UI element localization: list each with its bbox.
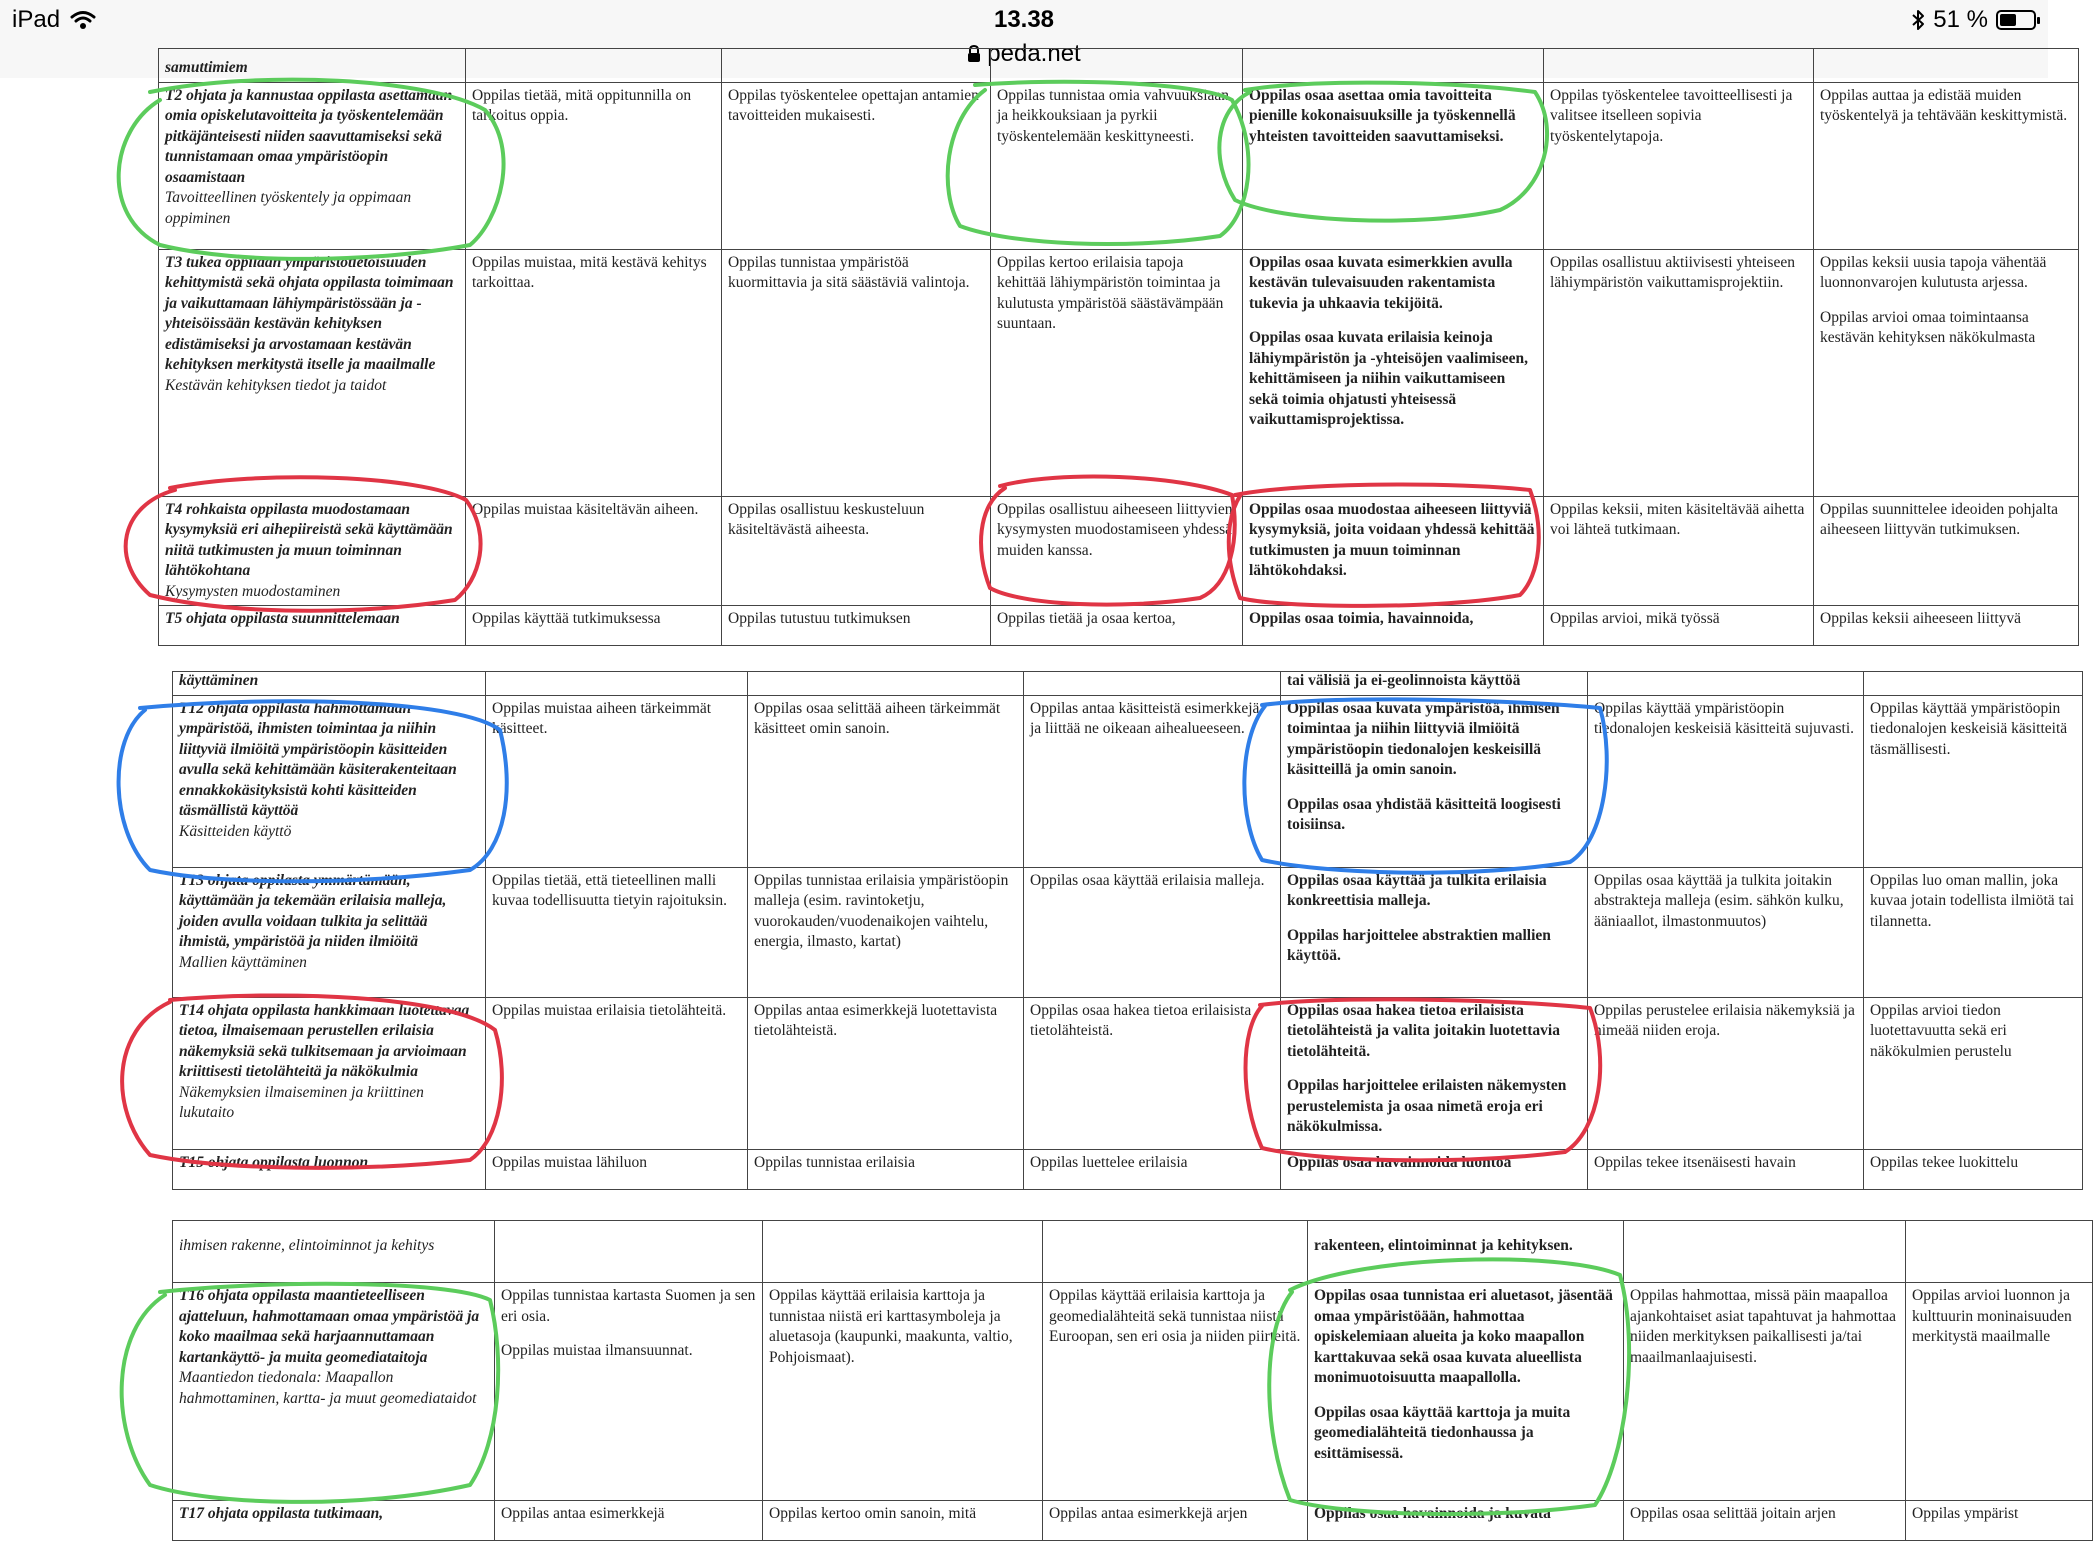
table-row <box>173 672 2083 696</box>
assessment-table-1 <box>158 48 2079 646</box>
status-right <box>1911 6 2036 34</box>
cell-text: Oppilas luettelee erilaisia <box>1030 1153 1188 1171</box>
cell-text: Oppilas käyttää ympäristöopin tiedonalojen keskeisiä käsitteitä täsmällisesti. <box>1870 699 2068 758</box>
cell-text: Oppilas muistaa ilmansuunnat. <box>501 1342 693 1359</box>
document-snippet-1 <box>0 59 2068 627</box>
goal-text: T14 ohjata oppilasta hankkimaan luotettavaa tietoa, ilmaisemaan perustellen erilaisia näkemyksiä sekä tulkitsemaan ja arvioimaan kriittisesti tietolähteitä ja näkökulmia <box>179 1001 470 1080</box>
cell-text: Oppilas muistaa aiheen tärkeimmät käsitteet. <box>492 699 712 737</box>
cell-text: Oppilas ympärist <box>1912 1505 2019 1522</box>
cell-text: Oppilas arvioi omaa toimintaansa kestävän kehityksen näkökulmasta <box>1820 308 2036 346</box>
cell-text: Oppilas keksii aiheeseen liittyvä <box>1820 610 2022 627</box>
cell-text: Oppilas käyttää erilaisia karttoja ja geomedialähteitä sekä tunnistaa niistä Euroopan, sen eri osia ja niiden piirteitä. <box>1049 1287 1301 1345</box>
cell-text: Oppilas tietää, että tieteellinen malli kuvaa todellisuutta tietyin rajoituksin. <box>492 871 728 909</box>
table-row <box>173 1149 2083 1189</box>
goal-text: T5 ohjata oppilasta suunnittelemaan <box>165 610 400 627</box>
table-row <box>159 606 2079 646</box>
cell-text: Oppilas muistaa käsiteltävän aiheen. <box>472 500 699 518</box>
cell-text: samuttimiem <box>165 59 248 76</box>
goal-cell <box>173 695 486 867</box>
cell-text: Oppilas tekee luokittelu <box>1870 1153 2019 1171</box>
battery-icon <box>1996 10 2036 30</box>
content-area: Mallien käyttäminen <box>179 953 307 971</box>
cell-text: Oppilas osaa käyttää ja tulkita erilaisia konkreettisia malleja. <box>1287 871 1547 909</box>
goal-cell <box>159 249 466 496</box>
table-row <box>173 695 2083 867</box>
cell-text: Oppilas harjoittelee erilaisten näkemysten perustelemista ja osaa nimetä eroja eri näkökulmissa. <box>1287 1077 1567 1135</box>
criteria-cell <box>466 82 722 249</box>
document-snippet-2 <box>0 672 2075 1171</box>
device-name: iPad <box>12 6 61 33</box>
cell-text: Oppilas osaa muodostaa aiheeseen liittyviä kysymyksiä, joita voidaan yhdessä kehittää tutkimusten ja muun toiminnan lähtökohdaksi. <box>1249 500 1535 579</box>
cell-text: Oppilas käyttää ympäristöopin tiedonalojen keskeisiä käsitteitä sujuvasti. <box>1594 699 1854 737</box>
assessment-table-2 <box>172 671 2083 1190</box>
table-row <box>159 82 2079 249</box>
battery-percent: 51 % <box>1933 6 1988 33</box>
cell-text: käyttäminen <box>179 672 259 689</box>
table-row <box>159 249 2079 496</box>
cell-text: Oppilas käyttää tutkimuksessa <box>472 610 661 627</box>
cell-text: Oppilas tutustuu tutkimuksen <box>728 610 911 627</box>
cell-text: Oppilas hahmottaa, missä päin maapalloa ajankohtaiset asiat tapahtuvat ja hahmottaa niiden merkityksen paikallisesti ja/tai maailmanlaajuisesti. <box>1630 1287 1896 1366</box>
table-row <box>159 49 2079 83</box>
cell-text: Oppilas auttaa ja edistää muiden työskentelyä ja tehtävään keskittymistä. <box>1820 86 2068 124</box>
cell-text: ihmisen rakenne, elintoiminnot ja kehitys <box>179 1237 435 1254</box>
cell-text: tai välisiä ja ei-geolinnoista käyttöä <box>1287 672 1521 689</box>
cell-text: Oppilas luo oman mallin, joka kuvaa jotain todellista ilmiötä tai tilannetta. <box>1870 871 2075 930</box>
goal-text: T17 ohjata oppilasta tutkimaan, <box>179 1505 384 1522</box>
content-area: Kysymysten muodostaminen <box>165 582 341 600</box>
cell-text: Oppilas keksii, miten käsiteltävää aihetta voi lähteä tutkimaan. <box>1550 500 1805 538</box>
cell-text: Oppilas tekee itsenäisesti havain <box>1594 1153 1796 1171</box>
goal-cell <box>159 82 466 249</box>
cell-text: Oppilas osallistuu aiheeseen liittyvien kysymysten muodostamiseen yhdessä muiden kanssa. <box>997 500 1233 559</box>
goal-text: T2 ohjata ja kannustaa oppilasta asettamaan omia opiskelutavoitteita ja työskentelemään pitkäjänteisesti niiden saavuttamiseksi sekä tunnistamaan omaa ympäristöopin osaamistaan <box>165 86 453 186</box>
cell-text: Oppilas osaa havainnoida luontoa <box>1287 1153 1512 1171</box>
cell-text: Oppilas osallistuu aktiivisesti yhteiseen lähiympäristön vaikuttamisprojektiin. <box>1550 253 1795 291</box>
table-row <box>173 997 2083 1149</box>
criteria-cell <box>1544 82 1814 249</box>
criteria-cell <box>1814 82 2079 249</box>
cell-text: Oppilas osallistuu keskusteluun käsiteltävästä aiheesta. <box>728 500 925 538</box>
cell-text: Oppilas osaa yhdistää käsitteitä loogisesti toisiinsa. <box>1287 795 1561 833</box>
goal-text: T12 ohjata oppilasta hahmottamaan ympäristöä, ihmisten toimintaa ja niihin liittyviä ilmiöitä ympäristöopin käsitteiden avulla sekä kehittämään käsiterakenteitaan ennakkokäsityksistä kohti käsitteiden täsmällistä käyttöä <box>179 699 457 819</box>
cell-text: Oppilas kertoo erilaisia tapoja kehittää lähiympäristön toimintaa ja kulutusta ympäristöä säästävämpään suuntaan. <box>997 253 1224 332</box>
cell-text: Oppilas kertoo omin sanoin, mitä <box>769 1505 977 1522</box>
goal-cell <box>173 867 486 997</box>
content-area: Kestävän kehityksen tiedot ja taidot <box>165 376 387 394</box>
cell-text: Oppilas osaa käyttää ja tulkita joitakin abstrakteja malleja (esim. sähkön kulku, ääniaallot, ilmastonmuutos) <box>1594 871 1844 930</box>
content-area: Maantiedon tiedonala: Maapallon hahmottaminen, kartta- ja muut geomediataidot <box>179 1369 477 1407</box>
assessment-table-3 <box>172 1220 2093 1541</box>
cell-text: Oppilas antaa esimerkkejä luotettavista tietolähteistä. <box>754 1001 998 1039</box>
table-row <box>173 867 2083 997</box>
goal-text: T4 rohkaista oppilasta muodostamaan kysymyksiä eri aihepiireistä sekä käyttämään niitä tutkimusten ja muun toiminnan lähtökohtana <box>165 500 453 579</box>
cell-text: Oppilas osaa kuvata erilaisia keinoja lähiympäristön ja -yhteisöjen vaalimiseen, kehittämiseen ja niihin vaikuttamiseen sekä toimia ohjatusti yhteisessä vaikuttamisprojektissa. <box>1249 329 1528 428</box>
cell-text: Oppilas tietää, mitä oppitunnilla on tarkoitus oppia. <box>472 86 692 124</box>
goal-cell <box>173 997 486 1149</box>
url-text: peda.net <box>987 40 1081 67</box>
cell-text: Oppilas osaa hakea tietoa erilaisista tietolähteistä ja valita joitakin luotettavia tietolähteitä. <box>1287 1001 1560 1060</box>
cell-text: Oppilas antaa esimerkkejä <box>501 1505 665 1522</box>
cell-text: Oppilas perustelee erilaisia näkemyksiä ja nimeää niiden eroja. <box>1594 1001 1855 1039</box>
goal-cell <box>159 496 466 606</box>
criteria-cell <box>722 82 991 249</box>
content-area: Tavoitteellinen työskentely ja oppimaan oppiminen <box>165 189 412 227</box>
goal-text: T13 ohjata oppilasta ymmärtämään, käyttämään ja tekemään erilaisia malleja, joiden avulla voidaan tulkita ja selittää ihmistä, ympäristöä ja niiden ilmiöitä <box>179 871 447 950</box>
cell-text: Oppilas osaa hakea tietoa erilaisista tietolähteistä. <box>1030 1001 1252 1039</box>
cell-text: Oppilas antaa esimerkkejä arjen <box>1049 1505 1248 1522</box>
cell-text: Oppilas keksii uusia tapoja vähentää luonnonvarojen kulutusta arjessa. <box>1820 253 2047 291</box>
cell-text: Oppilas arvioi, mikä työssä <box>1550 610 1720 627</box>
cell-text: Oppilas muistaa erilaisia tietolähteitä. <box>492 1001 727 1019</box>
cell-text: Oppilas osaa kuvata esimerkkien avulla kestävän tulevaisuuden rakentamista tukevia ja uhkaavia tekijöitä. <box>1249 253 1513 312</box>
cell-text: Oppilas tietää ja osaa kertoa, <box>997 610 1176 627</box>
cell-text: Oppilas arvioi luonnon ja kulttuurin moninaisuuden merkitystä maailmalle <box>1912 1287 2072 1345</box>
bluetooth-icon <box>1911 9 1925 31</box>
cell-text: Oppilas käyttää erilaisia karttoja ja tunnistaa niistä eri karttasymboleja ja aluetasoja (kaupunki, maakunta, valtio, Pohjoismaat). <box>769 1287 1013 1366</box>
goal-text: T16 ohjata oppilasta maantieteelliseen ajatteluun, hahmottamaan omaa ympäristöä ja koko maailmaa sekä harjaannuttamaan kartankäyttö- ja muita geomediataitoja <box>179 1287 480 1366</box>
cell-text: Oppilas työskentelee tavoitteellisesti ja valitsee itselleen sopivia työskentelytapoja. <box>1550 86 1793 145</box>
cell-text: Oppilas osaa selittää aiheen tärkeimmät käsitteet omin sanoin. <box>754 699 1001 737</box>
cell-text: Oppilas antaa käsitteistä esimerkkejä ja liittää ne oikeaan aihealueeseen. <box>1030 699 1260 737</box>
table-row <box>159 496 2079 606</box>
cell-text: rakenteen, elintoiminnat ja kehityksen. <box>1314 1237 1573 1254</box>
cell-text: Oppilas osaa toimia, havainnoida, <box>1249 610 1474 627</box>
cell-text: Oppilas osaa käyttää erilaisia malleja. <box>1030 871 1265 889</box>
cell-text: Oppilas tunnistaa erilaisia ympäristöopin malleja (esim. ravintoketju, vuorokauden/vuodenaikojen vaihtelu, energia, ilmasto, kartat) <box>754 871 1009 950</box>
cell-text: Oppilas osaa selittää joitain arjen <box>1630 1505 1836 1522</box>
goal-text: T15 ohjata oppilasta luonnon <box>179 1153 369 1171</box>
goal-text: T3 tukea oppilaan ympäristötietoisuuden kehittymistä sekä ohjata oppilasta toimimaan ja vaikuttamaan lähiympäristössään ja -yhteisöissään kestävän kehityksen edistämiseksi ja arvostamaan kestävän kehityksen merkitystä itselle ja maailmalle <box>165 253 454 373</box>
goal-cell <box>173 1283 495 1501</box>
cell-text: Oppilas muistaa lähiluon <box>492 1153 647 1171</box>
content-area: Käsitteiden käyttö <box>179 822 292 840</box>
cell-text: Oppilas harjoittelee abstraktien mallien käyttöä. <box>1287 926 1551 964</box>
cell-text: Oppilas tunnistaa erilaisia <box>754 1153 915 1171</box>
table-row <box>173 1501 2093 1541</box>
cell-text: Oppilas osaa kuvata ympäristöä, ihmisen toimintaa ja niihin liittyviä ilmiöitä ympäristöopin tiedonalojen keskeisillä käsitteillä ja omin sanoin. <box>1287 699 1560 778</box>
cell-text: Oppilas arvioi tiedon luotettavuutta sekä eri näkökulmien perustelu <box>1870 1001 2012 1060</box>
content-area: Näkemyksien ilmaiseminen ja kriittinen lukutaito <box>179 1083 424 1121</box>
cell-text: Oppilas suunnittelee ideoiden pohjalta aiheeseen liittyvän tutkimuksen. <box>1820 500 2059 538</box>
cell-text: Oppilas työskentelee opettajan antamien tavoitteiden mukaisesti. <box>728 86 979 124</box>
cell-text: Oppilas muistaa, mitä kestävä kehitys tarkoittaa. <box>472 253 707 291</box>
table-row <box>173 1221 2093 1283</box>
clock: 13.38 <box>993 6 1055 33</box>
criteria-cell-grade8 <box>1243 82 1544 249</box>
document-snippet-3 <box>0 1232 2072 1536</box>
cell-text: Oppilas tunnistaa omia vahvuuksiaan ja heikkouksiaan ja pyrkii työskentelemään keskittyneesti. <box>997 86 1230 145</box>
cell-text: Oppilas osaa käyttää karttoja ja muita geomedialähteitä tiedonhaussa ja esittämisessä. <box>1314 1403 1571 1462</box>
cell-text: Oppilas osaa tunnistaa eri aluetasot, jäsentää omaa ympäristöään, hahmottaa opiskelemiaan alueita ja koko maapallon karttakuvaa sekä osaa kuvata alueellista monimuotoisuutta maapallolla. <box>1314 1287 1613 1386</box>
cell-text: Oppilas tunnistaa kartasta Suomen ja sen eri osia. <box>501 1287 756 1325</box>
cell-text: Oppilas osaa havainnoida ja kuvata <box>1314 1505 1551 1522</box>
cell-text: Oppilas osaa asettaa omia tavoitteita pienille kokonaisuuksille ja työskennellä yhteisten tavoitteiden saavuttamiseksi. <box>1249 86 1516 145</box>
criteria-cell <box>991 82 1243 249</box>
table-row <box>173 1283 2093 1501</box>
cell-text: Oppilas tunnistaa ympäristöä kuormittavia ja sitä säästäviä valintoja. <box>728 253 970 291</box>
